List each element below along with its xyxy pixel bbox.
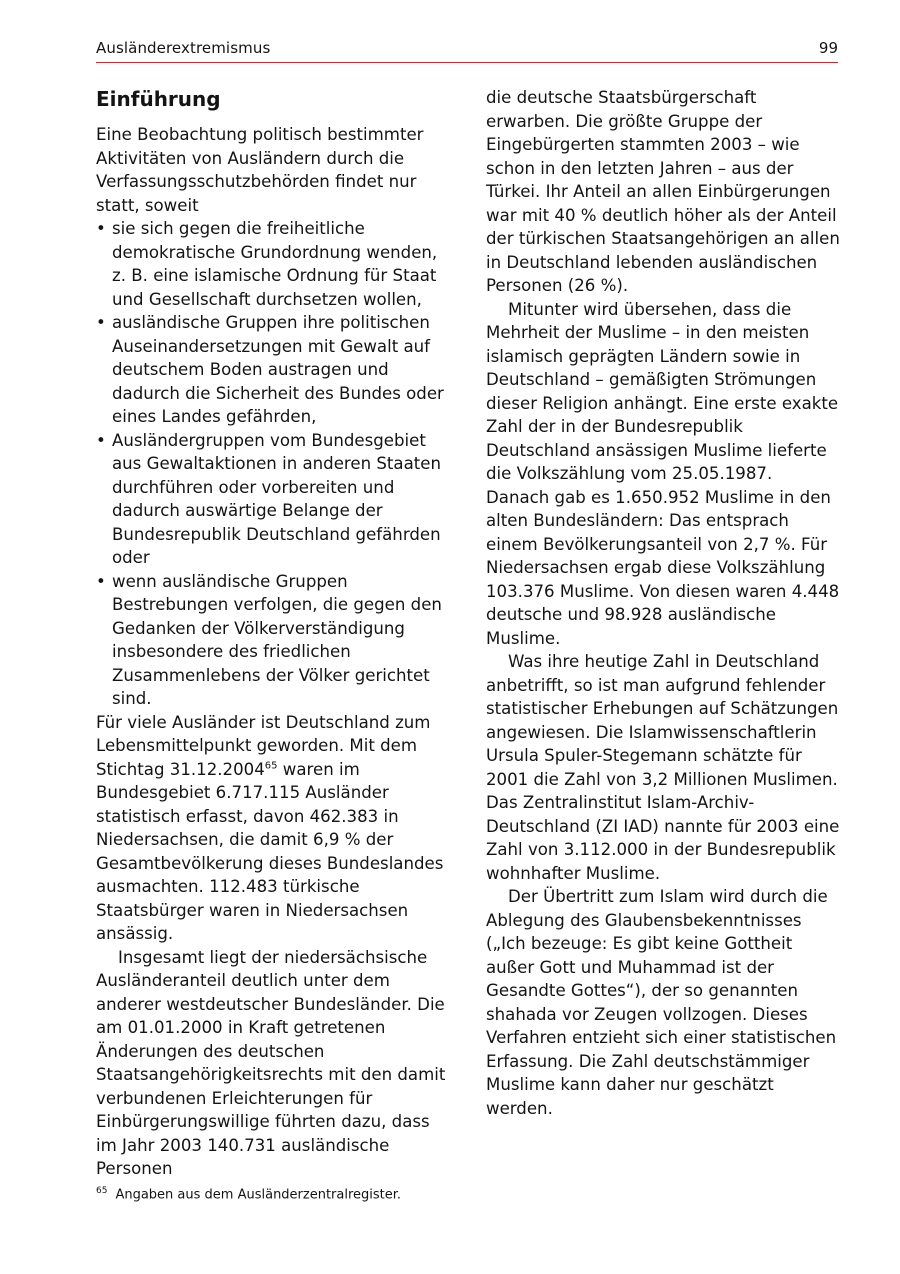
population-text-end: waren im Bundesgebiet 6.717.115 Ausländer statistisch erfasst, davon 462.383 in Niedersachsen, die damit 6,9 % der Gesamtbevölkerung dieses Bundeslandes ausmachten. 112.483 türkische Staatsbürger waren in Niedersachsen ansässig. [96,759,444,943]
list-item-text: Ausländergruppen vom Bundesgebiet aus Gewaltaktionen in anderen Staaten durchführen oder vorbereiten und dadurch auswärtige Belange der Bundesrepublik Deutschland gefährden oder [112,430,441,567]
criteria-list [96,217,448,711]
list-item [96,429,448,570]
left-column [96,86,448,1181]
running-header [96,38,838,63]
muslim-majority-paragraph: Mitunter wird übersehen, dass die Mehrheit der Muslime – in den meisten islamisch geprägten Ländern sowie in Deutschland – gemäßigten Strömungen dieser Religion anhängt. Eine erste exakte Zahl der in der Bundesrepublik Deutschland ansässigen Muslime lieferte die Volkszählung vom 25.05.1987. Danach gab es 1.650.952 Muslime in den alten Bundesländern: Das entsprach einem Bevölkerungsanteil von 2,7 %. Für Niedersachsen ergab diese Volkszählung 103.376 Muslime. Von diesen waren 4.448 deutsche und 98.928 ausländische Muslime. [486,299,840,648]
population-text-start: Für viele Ausländer ist Deutschland zum Lebensmittelpunkt geworden. Mit dem Stichtag 31.12.2004 [96,712,431,779]
section-heading: Einführung [96,87,221,111]
footnote-reference[interactable]: 65 [264,759,278,771]
conversion-paragraph: Der Übertritt zum Islam wird durch die Ablegung des Glaubensbekenntnisses („Ich bezeuge: Es gibt keine Gottheit außer Gott und Muhammad ist der Gesandte Gottes“), der so genannten shahada vor Zeugen vollzogen. Dieses Verfahren entzieht sich einer statistischen Erfassung. Die Zahl deutschstämmiger Muslime kann daher nur geschätzt werden. [486,887,837,1118]
list-item-text: wenn ausländische Gruppen Bestrebungen verfolgen, die gegen den Gedanken der Völkerverständigung insbesondere des friedlichen Zusammenlebens der Völker gerichtet sind. [112,571,442,708]
intro-paragraph: Eine Beobachtung politisch bestimmter Aktivitäten von Ausländern durch die Verfassungsschutzbehörden findet nur statt, soweit [96,125,424,215]
list-item [96,217,448,311]
list-item [96,311,448,429]
footnote-number: 65 [96,1186,108,1196]
right-column [486,86,840,1120]
list-item-text: ausländische Gruppen ihre politischen Auseinandersetzungen mit Gewalt auf deutschem Boden austragen und dadurch die Sicherheit des Bundes oder eines Landes gefährden, [112,313,444,426]
bullet-icon: • [96,219,106,238]
footnote [96,1183,401,1203]
bullet-icon: • [96,430,106,450]
page-number: 99 [818,39,838,57]
bullet-icon: • [96,571,106,591]
naturalization-paragraph: Insgesamt liegt der niedersächsische Ausländeranteil deutlich unter dem anderer westdeutscher Bundesländer. Die am 01.01.2000 in Kraft getretenen Änderungen des deutschen Staatsangehörigkeitsrechts mit den damit verbundenen Erleichterungen für Einbürgerungswillige führten dazu, dass im Jahr 2003 140.731 ausländische Personen [96,947,446,1178]
population-paragraph [96,711,448,946]
naturalization-continued-paragraph: die deutsche Staatsbürgerschaft erwarben. Die größte Gruppe der Eingebürgerten stammten 2003 – wie schon in den letzten Jahren – aus der Türkei. Ihr Anteil an allen Einbürgerungen war mit 40 % deutlich höher als der Anteil der türkischen Staatsangehörigen an allen in Deutschland lebenden ausländischen Personen (26 %). [486,88,840,295]
list-item-text: sie sich gegen die freiheitliche demokratische Grundordnung wenden, z. B. eine islamische Ordnung für Staat und Gesellschaft durchsetzen wollen, [112,219,438,309]
current-estimate-paragraph: Was ihre heutige Zahl in Deutschland anbetrifft, so ist man aufgrund fehlender statistischer Erhebungen auf Schätzungen angewiesen. Die Islamwissenschaftlerin Ursula Spuler-Stegemann schätzte für 2001 die Zahl von 3,2 Millionen Muslimen. Das Zentralinstitut Islam-Archiv-Deutschland (ZI IAD) nannte für 2003 eine Zahl von 3.112.000 in der Bundesrepublik wohnhafter Muslime. [486,652,840,883]
bullet-icon: • [96,313,106,332]
footnote-text: Angaben aus dem Ausländerzentralregister. [115,1187,402,1203]
list-item [96,570,448,711]
section-title: Ausländerextremismus [96,39,271,57]
